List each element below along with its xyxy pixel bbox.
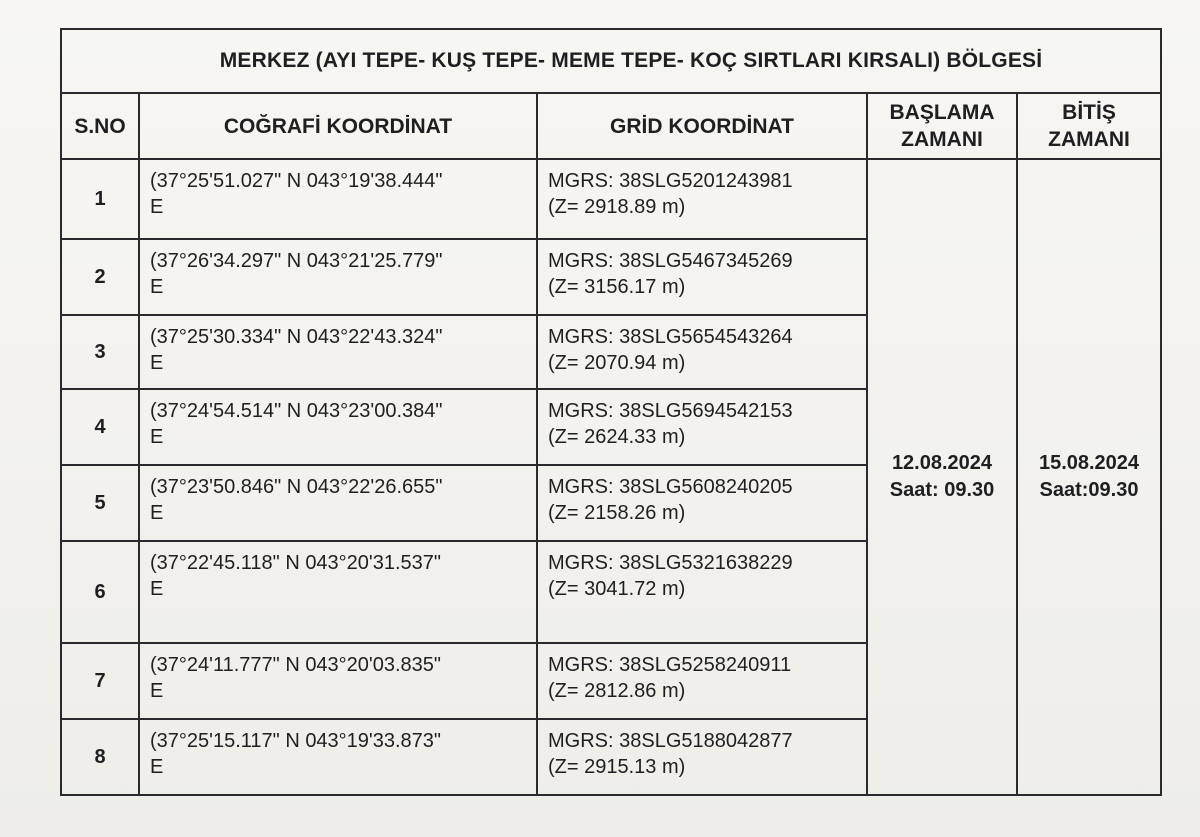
mgrs-value: MGRS: 38SLG5321638229 — [548, 552, 793, 574]
elevation-value: (Z= 2812.86 m) — [548, 680, 686, 702]
mgrs-value: MGRS: 38SLG5467345269 — [548, 250, 793, 272]
header-bitis-line2: ZAMANI — [1048, 128, 1130, 151]
geo-coordinate — [139, 389, 537, 465]
header-baslama-zamani — [867, 93, 1017, 159]
geo-coordinate-line1: (37°26'34.297" N 043°21'25.779" — [150, 250, 443, 272]
geo-coordinate — [139, 465, 537, 541]
elevation-value: (Z= 2070.94 m) — [548, 352, 686, 374]
geo-coordinate-line1: (37°23'50.846" N 043°22'26.655" — [150, 476, 443, 498]
geo-coordinate — [139, 719, 537, 795]
geo-coordinate — [139, 159, 537, 239]
mgrs-value: MGRS: 38SLG5608240205 — [548, 476, 793, 498]
header-bitis-line1: BİTİŞ — [1062, 101, 1116, 124]
elevation-value: (Z= 2158.26 m) — [548, 502, 686, 524]
geo-coordinate-line2: E — [150, 352, 164, 374]
mgrs-value: MGRS: 38SLG5188042877 — [548, 730, 793, 752]
title-row — [61, 29, 1161, 93]
start-hour: Saat: 09.30 — [889, 479, 995, 501]
table-row — [61, 159, 1161, 239]
grid-coordinate — [537, 239, 867, 315]
elevation-value: (Z= 3041.72 m) — [548, 578, 686, 600]
row-number: 8 — [61, 719, 139, 795]
row-number: 4 — [61, 389, 139, 465]
grid-coordinate — [537, 389, 867, 465]
elevation-value: (Z= 2915.13 m) — [548, 756, 686, 778]
grid-coordinate — [537, 541, 867, 643]
grid-coordinate — [537, 465, 867, 541]
geo-coordinate-line2: E — [150, 276, 164, 298]
geo-coordinate — [139, 239, 537, 315]
end-hour: Saat:09.30 — [1039, 479, 1139, 501]
geo-coordinate-line1: (37°24'11.777" N 043°20'03.835" — [150, 654, 442, 676]
geo-coordinate — [139, 315, 537, 389]
header-grid-koordinat: GRİD KOORDİNAT — [537, 93, 867, 159]
header-baslama-line2: ZAMANI — [901, 128, 983, 151]
grid-coordinate — [537, 159, 867, 239]
geo-coordinate-line2: E — [150, 756, 164, 778]
row-number: 1 — [61, 159, 139, 239]
coordinates-table — [60, 28, 1162, 796]
mgrs-value: MGRS: 38SLG5654543264 — [548, 326, 793, 348]
start-date: 12.08.2024 — [891, 452, 993, 474]
row-number: 7 — [61, 643, 139, 719]
geo-coordinate-line1: (37°25'51.027" N 043°19'38.444" — [150, 170, 443, 192]
header-sno: S.NO — [61, 93, 139, 159]
mgrs-value: MGRS: 38SLG5201243981 — [548, 170, 793, 192]
header-bitis-zamani — [1017, 93, 1161, 159]
geo-coordinate-line2: E — [150, 502, 164, 524]
end-date: 15.08.2024 — [1038, 452, 1140, 474]
mgrs-value: MGRS: 38SLG5694542153 — [548, 400, 793, 422]
geo-coordinate-line2: E — [150, 578, 164, 600]
geo-coordinate-line1: (37°25'30.334" N 043°22'43.324" — [150, 326, 443, 348]
geo-coordinate-line2: E — [150, 426, 164, 448]
geo-coordinate-line2: E — [150, 680, 164, 702]
mgrs-value: MGRS: 38SLG5258240911 — [548, 654, 792, 676]
header-row — [61, 93, 1161, 159]
grid-coordinate — [537, 315, 867, 389]
geo-coordinate — [139, 643, 537, 719]
start-time-cell — [867, 159, 1017, 795]
row-number: 2 — [61, 239, 139, 315]
elevation-value: (Z= 3156.17 m) — [548, 276, 686, 298]
end-time-cell — [1017, 159, 1161, 795]
geo-coordinate-line2: E — [150, 196, 164, 218]
geo-coordinate-line1: (37°25'15.117" N 043°19'33.873" — [150, 730, 442, 752]
grid-coordinate — [537, 719, 867, 795]
row-number: 5 — [61, 465, 139, 541]
geo-coordinate-line1: (37°24'54.514" N 043°23'00.384" — [150, 400, 443, 422]
header-baslama-line1: BAŞLAMA — [889, 101, 995, 124]
grid-coordinate — [537, 643, 867, 719]
elevation-value: (Z= 2918.89 m) — [548, 196, 686, 218]
geo-coordinate-line1: (37°22'45.118" N 043°20'31.537" — [150, 552, 442, 574]
elevation-value: (Z= 2624.33 m) — [548, 426, 686, 448]
geo-coordinate — [139, 541, 537, 643]
row-number: 6 — [61, 541, 139, 643]
header-cografi-koordinat: COĞRAFİ KOORDİNAT — [139, 93, 537, 159]
table-title: MERKEZ (AYI TEPE- KUŞ TEPE- MEME TEPE- KOÇ SIRTLARI KIRSALI) BÖLGESİ — [61, 29, 1161, 93]
row-number: 3 — [61, 315, 139, 389]
